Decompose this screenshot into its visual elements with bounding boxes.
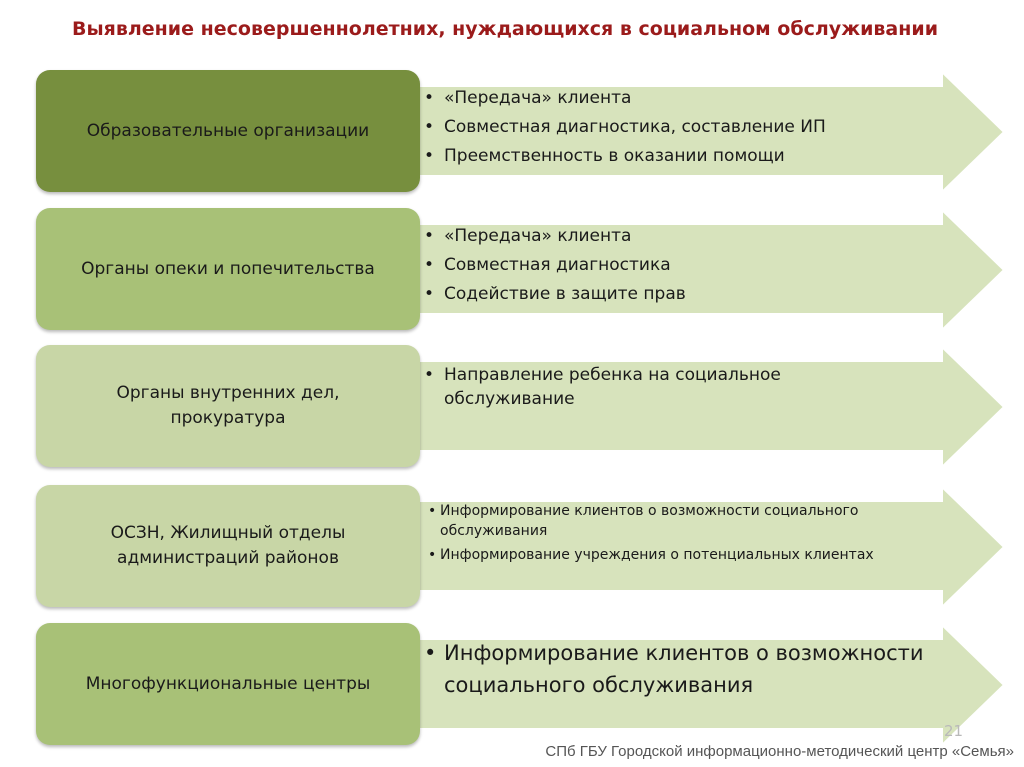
footer-text: СПб ГБУ Городской информационно-методический центр «Семья» — [545, 743, 1014, 760]
category-box — [36, 345, 420, 467]
category-label: Органы опеки и попечительства — [81, 258, 375, 279]
bullet-item: • «Передача» клиента — [424, 222, 984, 251]
category-box — [36, 208, 420, 330]
slide-title: Выявление несовершеннолетних, нуждающихся в социальном обслуживании — [71, 18, 939, 40]
category-label: Органы внутренних дел, прокуратура — [116, 383, 340, 428]
bullet-item: • Информирование клиентов о возможности социального обслуживания — [428, 501, 948, 541]
bullet-item: • Направление ребенка на социальное обслуживание — [424, 363, 814, 411]
row-internal-affairs — [36, 345, 1006, 469]
bullet-list — [424, 363, 814, 411]
row-guardianship — [36, 208, 1006, 332]
bullet-item: • Содействие в защите прав — [424, 280, 984, 309]
bullet-list — [424, 637, 944, 701]
row-social-protection — [36, 485, 1006, 609]
category-box — [36, 70, 420, 192]
bullet-list — [424, 222, 984, 309]
category-label: Образовательные организации — [86, 120, 370, 141]
row-mfc — [36, 623, 1006, 747]
bullet-item: • Совместная диагностика — [424, 251, 984, 280]
bullet-item: • Информирование учреждения о потенциальных клиентах — [428, 545, 948, 565]
category-label: Многофункциональные центры — [85, 673, 371, 694]
bullet-item: • «Передача» клиента — [424, 84, 984, 113]
bullet-list — [428, 501, 948, 569]
category-label: ОСЗН, Жилищный отделы администраций районов — [110, 523, 346, 568]
row-education — [36, 70, 1006, 194]
category-box — [36, 485, 420, 607]
bullet-list — [424, 84, 984, 171]
bullet-item: • Преемственность в оказании помощи — [424, 142, 984, 171]
bullet-item: • Информирование клиентов о возможности социального обслуживания — [424, 637, 944, 701]
page-number: 21 — [944, 722, 964, 740]
bullet-item: • Совместная диагностика, составление ИП — [424, 113, 984, 142]
category-box — [36, 623, 420, 745]
